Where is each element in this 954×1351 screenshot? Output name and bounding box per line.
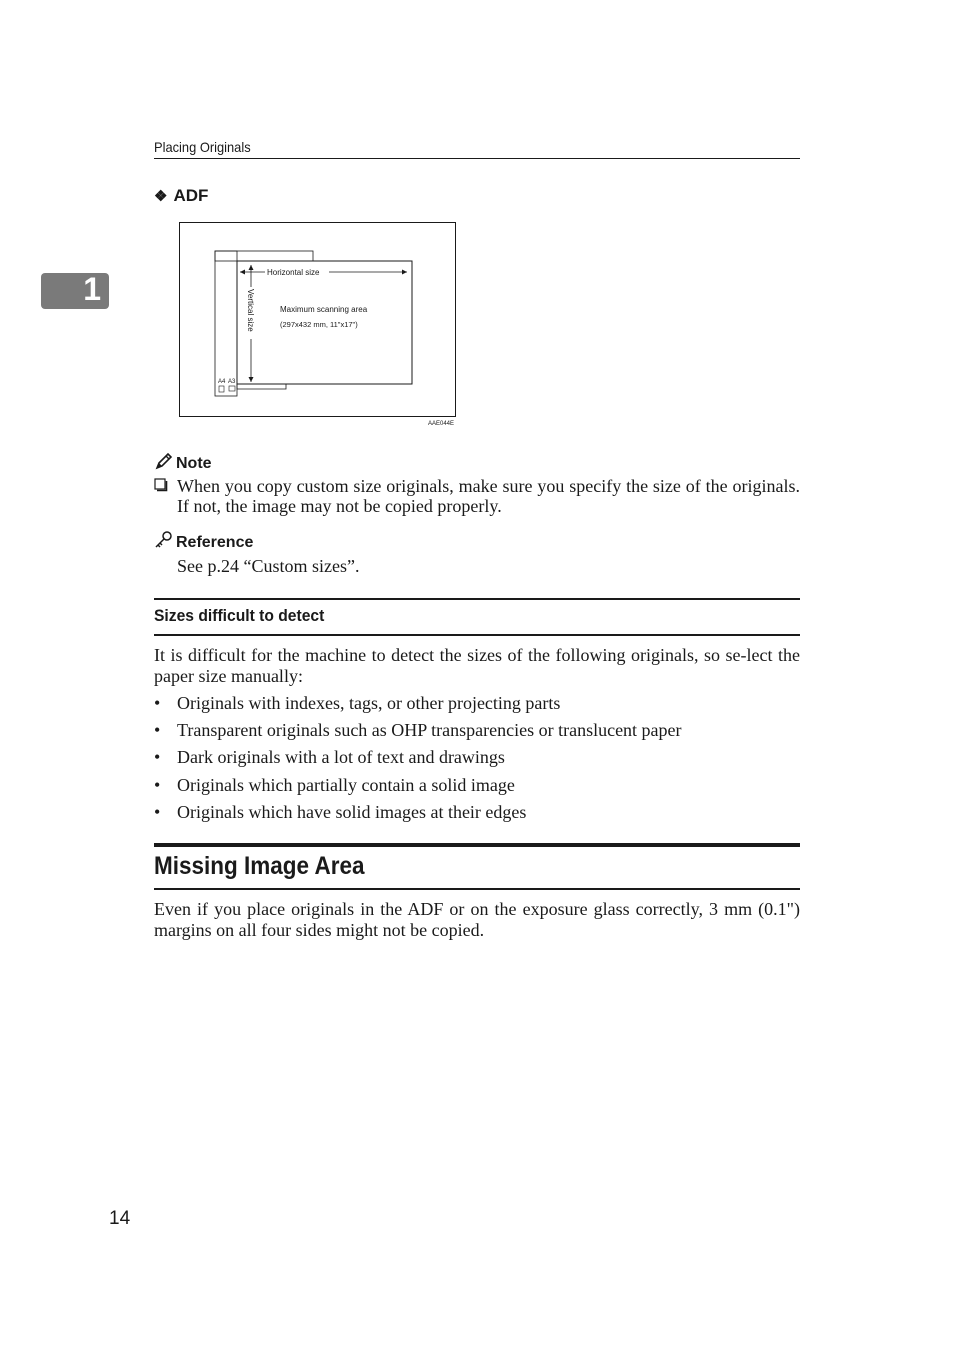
- page-number: 14: [109, 1208, 131, 1229]
- max-scanning-area-dims: (297x432 mm, 11"x17"): [280, 320, 358, 329]
- list-item: [154, 773, 682, 800]
- list-item-text: Dark originals with a lot of text and drawings: [177, 747, 505, 768]
- section-title-sizes: Sizes difficult to detect: [154, 606, 325, 625]
- tray-guide-left: [215, 251, 237, 396]
- note-heading: [154, 451, 212, 473]
- pencil-icon: [154, 451, 174, 471]
- tray-guide-top: [215, 251, 313, 261]
- major-section-rule-bottom: [154, 888, 800, 890]
- running-header: Placing Originals: [154, 139, 251, 155]
- horizontal-size-label: Horizontal size: [267, 268, 320, 277]
- list-item-text: Transparent originals such as OHP transparencies or translucent paper: [177, 720, 682, 741]
- checkbox-square-icon: [154, 478, 168, 492]
- key-icon: [154, 530, 174, 550]
- sizes-bullet-list: [154, 691, 682, 827]
- reference-heading: [154, 530, 253, 552]
- a4-label: A4: [218, 379, 226, 385]
- a4-paper-icon: [219, 386, 224, 392]
- reference-heading-label: Reference: [176, 534, 254, 551]
- figure-code: AAE044E: [428, 421, 455, 427]
- list-item: [154, 800, 682, 827]
- list-item-text: Originals which partially contain a solid image: [177, 774, 515, 795]
- adf-scanning-area-figure: [178, 221, 458, 431]
- note-item: [154, 476, 800, 516]
- section-rule-top: [154, 598, 800, 600]
- reference-text: See p.24 “Custom sizes”.: [177, 556, 360, 576]
- major-section-rule-top: [154, 843, 800, 847]
- a3-label: A3: [228, 379, 236, 385]
- section-title-missing-image-area: Missing Image Area: [154, 852, 365, 880]
- diamond-bullet-icon: ❖: [154, 188, 168, 205]
- missing-area-paragraph: Even if you place originals in the ADF or on the exposure glass correctly, 3 mm (0.1") margins on all four sides might not be copied.: [154, 899, 800, 940]
- list-item-text: Originals which have solid images at their edges: [177, 801, 527, 822]
- adf-heading-label: ADF: [173, 186, 209, 205]
- sizes-intro-paragraph: It is difficult for the machine to detect the sizes of the following originals, so se-lect the paper size manually:: [154, 645, 800, 686]
- section-rule-bottom: [154, 634, 800, 636]
- list-item: [154, 745, 682, 772]
- a4-guide: [237, 384, 286, 389]
- bullet-dot-icon: •: [154, 747, 161, 768]
- adf-heading: [154, 186, 208, 206]
- bullet-dot-icon: •: [154, 801, 161, 822]
- chapter-tab: [41, 273, 109, 309]
- note-heading-label: Note: [176, 455, 212, 472]
- max-scanning-area-label: Maximum scanning area: [280, 305, 368, 314]
- note-item-text: When you copy custom size originals, make sure you specify the size of the originals. If not, the image may not be copied properly.: [177, 476, 800, 516]
- header-rule: [154, 158, 800, 159]
- vertical-size-label: Vertical size: [246, 289, 255, 332]
- bullet-dot-icon: •: [154, 693, 161, 713]
- list-item: [154, 691, 682, 718]
- bullet-dot-icon: •: [154, 720, 161, 741]
- scanning-area-diagram: [178, 221, 458, 431]
- bullet-dot-icon: •: [154, 774, 161, 795]
- list-item: [154, 718, 682, 745]
- list-item-text: Originals with indexes, tags, or other projecting parts: [177, 693, 561, 713]
- a3-paper-icon: [229, 386, 235, 391]
- chapter-number: 1: [83, 271, 101, 307]
